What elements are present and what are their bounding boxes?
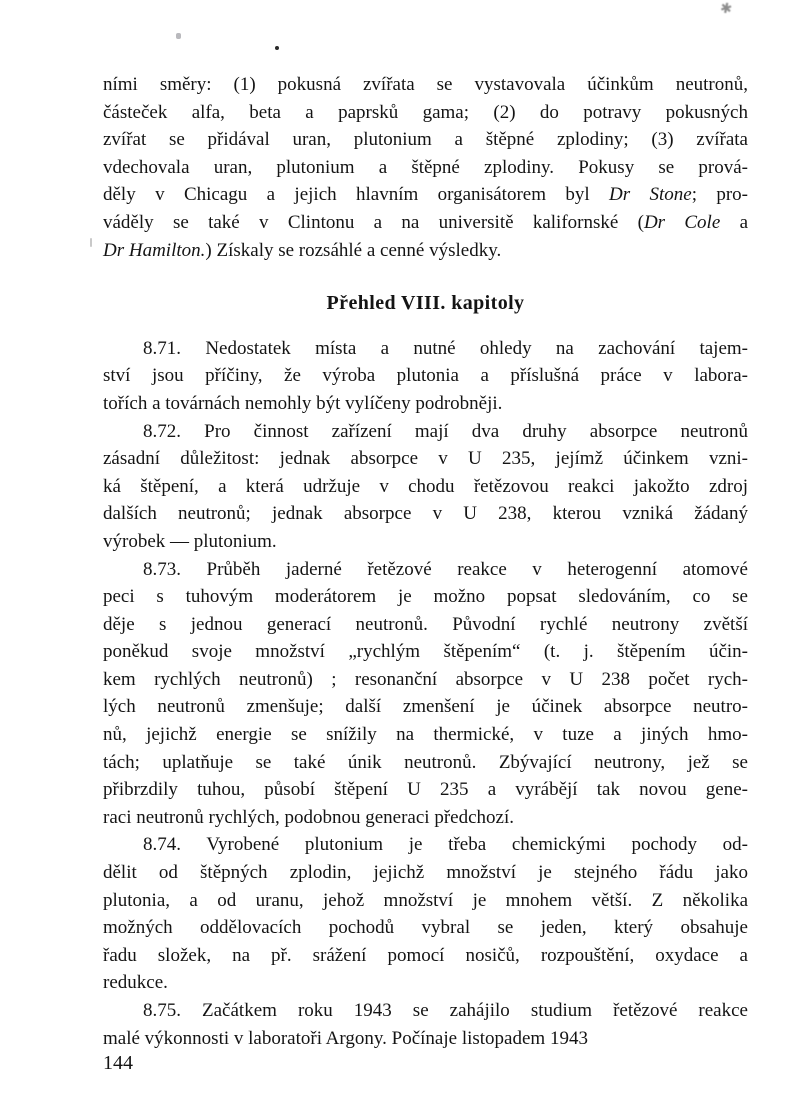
paragraph-8-73 (103, 556, 748, 832)
text-line: děje s jednou generací neutronů. Původní rychlé neutrony zvětší (103, 613, 748, 635)
text-line: výrobek — plutonium. (103, 530, 277, 552)
text-line: 8.72. Pro činnost zařízení mají dva druhy absorpce neutronů (143, 420, 748, 442)
text-line: váděly se také v Clintonu a na universitě kalifornské (Dr Cole a (103, 211, 749, 233)
scan-smudge-artifact: ✱ (718, 0, 734, 19)
scan-speck-artifact (90, 238, 92, 247)
body-text (103, 71, 748, 1052)
text-line: Dr Hamilton.) Získaly se rozsáhlé a cenné výsledky. (103, 239, 502, 261)
text-line: poněkud svoje množství „rychlým štěpením“ (t. j. štěpením účin- (103, 641, 748, 663)
text-line: děly v Chicagu a jejich hlavním organisátorem byl Dr Stone; pro- (103, 184, 749, 206)
text-line: ství jsou příčiny, že výroba plutonia a příslušná práce v labora- (103, 365, 748, 387)
chapter-overview-heading: Přehled VIII. kapitoly (326, 292, 525, 315)
text-line: tách; uplatňuje se také únik neutronů. Zbývající neutrony, jež se (103, 751, 748, 773)
text-line: přibrzdily tuhou, působí štěpení U 235 a vyrábějí tak novou gene- (103, 779, 748, 801)
text-line: zvířat se přidával uran, plutonium a štěpné zplodiny; (3) zvířata (103, 129, 748, 151)
text-line: 8.71. Nedostatek místa a nutné ohledy na zachování tajem- (143, 337, 748, 359)
text-line: 8.75. Začátkem roku 1943 se zahájilo studium řetězové reakce (143, 1000, 748, 1021)
scan-speck-artifact (176, 33, 181, 39)
text-line: 8.74. Vyrobené plutonium je třeba chemickými pochody od- (143, 834, 748, 856)
text-line: vdechovala uran, plutonium a štěpné zplodiny. Pokusy se prová- (103, 156, 748, 178)
intro-paragraph (103, 71, 748, 264)
page-number: 144 (103, 1052, 133, 1074)
text-line: redukce. (103, 972, 168, 994)
scan-speck-artifact (275, 46, 279, 50)
text-line: dělit od štěpných zplodin, jejichž množství je stejného řádu jako (103, 862, 748, 884)
paragraph-8-75 (103, 997, 748, 1052)
text-line: dalších neutronů; jednak absorpce v U 238, kterou vzniká žádaný (103, 503, 748, 525)
paragraph-8-71 (103, 335, 748, 418)
text-line: nů, jejichž energie se snížily na thermické, v tuze a jiných hmo- (103, 724, 748, 746)
text-line: řadu složek, na př. srážení pomocí nosičů, rozpouštění, oxydace a (103, 944, 748, 966)
text-line: tořích a továrnách nemohly být vylíčeny podrobněji. (103, 392, 503, 414)
text-line: zásadní důležitost: jednak absorpce v U 235, jejímž účinkem vzni- (103, 448, 748, 470)
text-line: ními směry: (1) pokusná zvířata se vystavovala účinkům neutronů, (103, 74, 748, 95)
text-line: kem rychlých neutronů) ; resonanční absorpce v U 238 počet rych- (103, 668, 748, 690)
text-line: ká štěpení, a která udržuje v chodu řetězovou reakci jakožto zdroj (103, 475, 748, 497)
text-line: malé výkonnosti v laboratoři Argony. Počínaje listopadem 1943 (103, 1027, 588, 1049)
text-line: peci s tuhovým moderátorem je možno popsat sledováním, co se (103, 586, 748, 608)
text-line: možných oddělovacích pochodů vybral se jeden, který obsahuje (103, 917, 748, 939)
text-line: částeček alfa, beta a paprsků gama; (2) do potravy pokusných (103, 101, 748, 123)
text-line: lých neutronů zmenšuje; další zmenšení je účinek absorpce neutro- (103, 696, 748, 718)
text-line: 8.73. Průběh jaderné řetězové reakce v heterogenní atomové (143, 558, 748, 580)
paragraph-8-74 (103, 831, 748, 997)
text-line: raci neutronů rychlých, podobnou generaci předchozí. (103, 806, 514, 828)
paragraph-8-72 (103, 418, 748, 556)
text-line: plutonia, a od uranu, jehož množství je mnohem větší. Z několika (103, 889, 748, 911)
